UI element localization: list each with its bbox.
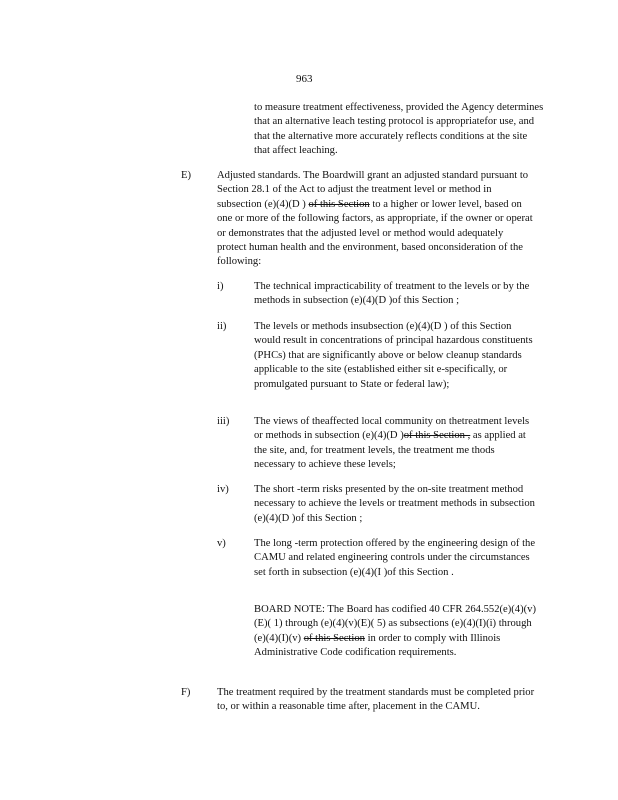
item-iii-struck: of this Section , — [403, 430, 471, 442]
item-iv-text-before: The short -term risks presented by the on-site treatment method necessary to achieve the levels or treatment methods in subsection (e)(4)(D )of this Section ; — [254, 484, 535, 524]
item-ii-text-before: The levels or methods insubsection (e)(4)(D ) of this Section would result in concentrations of principal hazardous constituents (PHCs) that are significantly above or below cleanup standards applicable to the site (established either sit e-specifically, or promulgated pursuant to State or federal law); — [254, 321, 533, 390]
item-v-label: v) — [217, 538, 226, 549]
board-note-text-after: in order to comply with Illinois Administrative Code codification requirements. — [254, 632, 501, 659]
item-i-label: i) — [217, 281, 224, 292]
item-iv-label: iv) — [217, 484, 229, 495]
item-ii-label: ii) — [217, 321, 227, 332]
intro-paragraph: to measure treatment effectiveness, provided the Agency determines that an alternative leach testing protocol is appropriatefor use, and that the alternative more accurately reflects conditions at the site that affect leaching. — [254, 102, 544, 157]
item-iv-text — [254, 483, 536, 526]
item-iii-label: iii) — [217, 416, 230, 427]
section-e-text-after: to a higher or lower level, based on one or more of the following factors, as appropriate, if the owner or operat or demonstrates that the adjusted level or method would adequately protect human health and the environment, based onconsideration of the following: — [217, 198, 533, 268]
item-ii-text — [254, 320, 536, 392]
item-iii-text-before: The views of theaffected local community on thetreatment levels or methods in subsection (e)(4)(D ) — [254, 416, 530, 442]
item-v-text — [254, 537, 536, 580]
board-note-struck: of this Section — [303, 632, 365, 644]
item-iii-text — [254, 415, 536, 473]
section-f-label: F) — [181, 687, 191, 698]
board-note-text-before: BOARD NOTE: The Board has codified 40 CFR 264.552(e)(4)(v)(E)( 1) through (e)(4)(v)(E)( 5) as subsections (e)(4)(I)(i) through (e)(4)(I)(v) — [254, 604, 536, 644]
section-e-text — [217, 169, 535, 270]
section-e-struck-text: of this Section — [308, 198, 370, 210]
item-i-text — [254, 280, 536, 309]
section-f-text: The treatment required by the treatment standards must be completed prior to, or within a reasonable time after, placement in the CAMU. — [217, 687, 535, 713]
section-e-text-before: Adjusted standards. The Boardwill grant an adjusted standard pursuant to Section 28.1 of the Act to adjust the treatment level or method in subsection (e)(4)(D ) — [217, 170, 529, 210]
section-e-label: E) — [181, 170, 191, 181]
page-number: 963 — [296, 73, 313, 85]
item-v-text-before: The long -term protection offered by the engineering design of the CAMU and related engineering controls under the circumstances set forth in subsection (e)(4)(I )of this Section . — [254, 538, 536, 578]
item-i-text-before: The technical impracticability of treatment to the levels or by the methods in subsection (e)(4)(D )of this Section ; — [254, 281, 530, 307]
item-iii-text-after: as applied at the site, and, for treatment levels, the treatment me thods necessary to achieve these levels; — [254, 430, 526, 471]
board-note — [254, 603, 536, 661]
